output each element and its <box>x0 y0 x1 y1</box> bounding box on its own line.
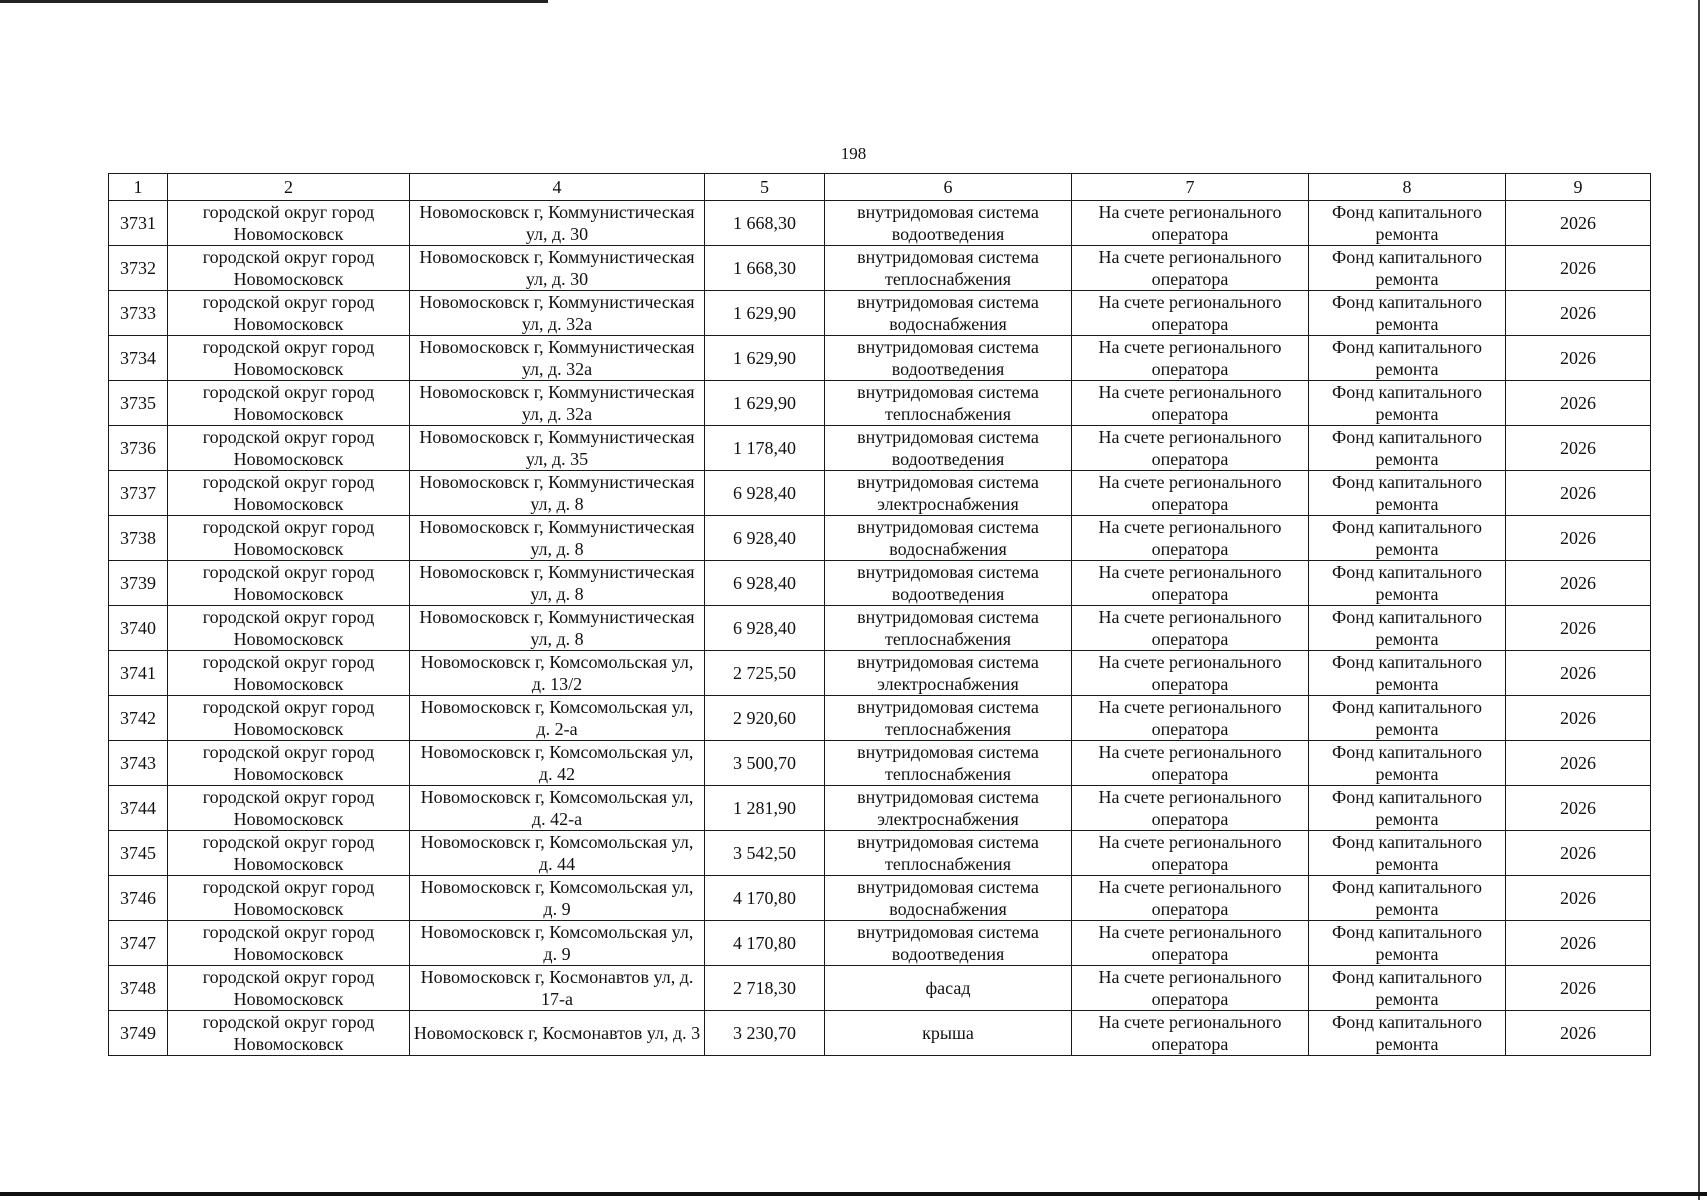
account-cell: На счете регионального оператора <box>1072 741 1309 786</box>
account-cell: На счете регионального оператора <box>1072 606 1309 651</box>
area-cell: 3 230,70 <box>705 1011 825 1056</box>
system-cell: внутридомовая система теплоснабжения <box>825 606 1072 651</box>
area-cell: 1 668,30 <box>705 201 825 246</box>
account-cell: На счете регионального оператора <box>1072 291 1309 336</box>
row-number: 3740 <box>109 606 168 651</box>
year-cell: 2026 <box>1506 1011 1651 1056</box>
table-row <box>109 471 1651 516</box>
column-header: 5 <box>705 174 825 201</box>
year-cell: 2026 <box>1506 651 1651 696</box>
row-number: 3741 <box>109 651 168 696</box>
area-cell: 4 170,80 <box>705 921 825 966</box>
column-header: 6 <box>825 174 1072 201</box>
area-cell: 6 928,40 <box>705 516 825 561</box>
funding-source-cell: Фонд капитального ремонта <box>1309 336 1506 381</box>
table-row <box>109 561 1651 606</box>
table-row <box>109 426 1651 471</box>
year-cell: 2026 <box>1506 696 1651 741</box>
funding-source-cell: Фонд капитального ремонта <box>1309 651 1506 696</box>
area-cell: 2 725,50 <box>705 651 825 696</box>
municipality-cell: городской округ город Новомосковск <box>168 651 410 696</box>
municipality-cell: городской округ город Новомосковск <box>168 876 410 921</box>
account-cell: На счете регионального оператора <box>1072 471 1309 516</box>
funding-source-cell: Фонд капитального ремонта <box>1309 606 1506 651</box>
address-cell: Новомосковск г, Комсомольская ул, д. 2-а <box>410 696 705 741</box>
address-cell: Новомосковск г, Комсомольская ул, д. 13/2 <box>410 651 705 696</box>
account-cell: На счете регионального оператора <box>1072 381 1309 426</box>
row-number: 3736 <box>109 426 168 471</box>
area-cell: 3 542,50 <box>705 831 825 876</box>
table-row <box>109 786 1651 831</box>
system-cell: внутридомовая система теплоснабжения <box>825 381 1072 426</box>
area-cell: 3 500,70 <box>705 741 825 786</box>
municipality-cell: городской округ город Новомосковск <box>168 966 410 1011</box>
system-cell: внутридомовая система водоснабжения <box>825 516 1072 561</box>
funding-source-cell: Фонд капитального ремонта <box>1309 966 1506 1011</box>
row-number: 3734 <box>109 336 168 381</box>
system-cell: внутридомовая система водоотведения <box>825 921 1072 966</box>
account-cell: На счете регионального оператора <box>1072 1011 1309 1056</box>
address-cell: Новомосковск г, Коммунистическая ул, д. 30 <box>410 201 705 246</box>
municipality-cell: городской округ город Новомосковск <box>168 471 410 516</box>
row-number: 3732 <box>109 246 168 291</box>
column-header: 4 <box>410 174 705 201</box>
municipality-cell: городской округ город Новомосковск <box>168 201 410 246</box>
address-cell: Новомосковск г, Коммунистическая ул, д. 8 <box>410 561 705 606</box>
address-cell: Новомосковск г, Коммунистическая ул, д. 32а <box>410 336 705 381</box>
table-row <box>109 651 1651 696</box>
table-row <box>109 381 1651 426</box>
area-cell: 1 668,30 <box>705 246 825 291</box>
funding-source-cell: Фонд капитального ремонта <box>1309 381 1506 426</box>
funding-source-cell: Фонд капитального ремонта <box>1309 516 1506 561</box>
column-header: 9 <box>1506 174 1651 201</box>
account-cell: На счете регионального оператора <box>1072 876 1309 921</box>
column-header: 1 <box>109 174 168 201</box>
funding-source-cell: Фонд капитального ремонта <box>1309 876 1506 921</box>
row-number: 3737 <box>109 471 168 516</box>
table-row <box>109 516 1651 561</box>
funding-source-cell: Фонд капитального ремонта <box>1309 246 1506 291</box>
year-cell: 2026 <box>1506 381 1651 426</box>
row-number: 3747 <box>109 921 168 966</box>
account-cell: На счете регионального оператора <box>1072 336 1309 381</box>
account-cell: На счете регионального оператора <box>1072 201 1309 246</box>
address-cell: Новомосковск г, Коммунистическая ул, д. 30 <box>410 246 705 291</box>
system-cell: внутридомовая система водоснабжения <box>825 291 1072 336</box>
area-cell: 6 928,40 <box>705 561 825 606</box>
row-number: 3743 <box>109 741 168 786</box>
area-cell: 1 629,90 <box>705 336 825 381</box>
year-cell: 2026 <box>1506 606 1651 651</box>
area-cell: 2 718,30 <box>705 966 825 1011</box>
account-cell: На счете регионального оператора <box>1072 921 1309 966</box>
table-row <box>109 201 1651 246</box>
year-cell: 2026 <box>1506 336 1651 381</box>
account-cell: На счете регионального оператора <box>1072 516 1309 561</box>
account-cell: На счете регионального оператора <box>1072 786 1309 831</box>
row-number: 3731 <box>109 201 168 246</box>
address-cell: Новомосковск г, Комсомольская ул, д. 9 <box>410 876 705 921</box>
funding-source-cell: Фонд капитального ремонта <box>1309 741 1506 786</box>
column-header: 7 <box>1072 174 1309 201</box>
year-cell: 2026 <box>1506 471 1651 516</box>
account-cell: На счете регионального оператора <box>1072 696 1309 741</box>
system-cell: внутридомовая система водоотведения <box>825 201 1072 246</box>
row-number: 3738 <box>109 516 168 561</box>
address-cell: Новомосковск г, Комсомольская ул, д. 44 <box>410 831 705 876</box>
scan-right-edge <box>1698 0 1700 1200</box>
municipality-cell: городской округ город Новомосковск <box>168 786 410 831</box>
address-cell: Новомосковск г, Коммунистическая ул, д. 8 <box>410 516 705 561</box>
row-number: 3733 <box>109 291 168 336</box>
area-cell: 1 178,40 <box>705 426 825 471</box>
account-cell: На счете регионального оператора <box>1072 966 1309 1011</box>
address-cell: Новомосковск г, Комсомольская ул, д. 9 <box>410 921 705 966</box>
year-cell: 2026 <box>1506 246 1651 291</box>
year-cell: 2026 <box>1506 831 1651 876</box>
row-number: 3746 <box>109 876 168 921</box>
account-cell: На счете регионального оператора <box>1072 246 1309 291</box>
area-cell: 1 281,90 <box>705 786 825 831</box>
funding-source-cell: Фонд капитального ремонта <box>1309 201 1506 246</box>
year-cell: 2026 <box>1506 201 1651 246</box>
row-number: 3749 <box>109 1011 168 1056</box>
system-cell: внутридомовая система водоотведения <box>825 426 1072 471</box>
area-cell: 1 629,90 <box>705 381 825 426</box>
area-cell: 1 629,90 <box>705 291 825 336</box>
municipality-cell: городской округ город Новомосковск <box>168 516 410 561</box>
funding-source-cell: Фонд капитального ремонта <box>1309 696 1506 741</box>
funding-source-cell: Фонд капитального ремонта <box>1309 831 1506 876</box>
year-cell: 2026 <box>1506 291 1651 336</box>
funding-source-cell: Фонд капитального ремонта <box>1309 426 1506 471</box>
year-cell: 2026 <box>1506 741 1651 786</box>
scan-top-line <box>0 0 548 3</box>
year-cell: 2026 <box>1506 966 1651 1011</box>
funding-source-cell: Фонд капитального ремонта <box>1309 291 1506 336</box>
area-cell: 2 920,60 <box>705 696 825 741</box>
system-cell: внутридомовая система теплоснабжения <box>825 696 1072 741</box>
municipality-cell: городской округ город Новомосковск <box>168 246 410 291</box>
system-cell: внутридомовая система теплоснабжения <box>825 741 1072 786</box>
year-cell: 2026 <box>1506 921 1651 966</box>
area-cell: 4 170,80 <box>705 876 825 921</box>
row-number: 3742 <box>109 696 168 741</box>
municipality-cell: городской округ город Новомосковск <box>168 381 410 426</box>
address-cell: Новомосковск г, Комсомольская ул, д. 42 <box>410 741 705 786</box>
row-number: 3739 <box>109 561 168 606</box>
municipality-cell: городской округ город Новомосковск <box>168 606 410 651</box>
system-cell: внутридомовая система водоотведения <box>825 561 1072 606</box>
page-number: 198 <box>840 144 867 163</box>
row-number: 3748 <box>109 966 168 1011</box>
municipality-cell: городской округ город Новомосковск <box>168 426 410 471</box>
table-row <box>109 1011 1651 1056</box>
municipality-cell: городской округ город Новомосковск <box>168 291 410 336</box>
municipality-cell: городской округ город Новомосковск <box>168 696 410 741</box>
account-cell: На счете регионального оператора <box>1072 426 1309 471</box>
table-row <box>109 831 1651 876</box>
municipality-cell: городской округ город Новомосковск <box>168 831 410 876</box>
column-header: 2 <box>168 174 410 201</box>
address-cell: Новомосковск г, Комсомольская ул, д. 42-а <box>410 786 705 831</box>
area-cell: 6 928,40 <box>705 606 825 651</box>
table-row <box>109 741 1651 786</box>
address-cell: Новомосковск г, Космонавтов ул, д. 17-а <box>410 966 705 1011</box>
address-cell: Новомосковск г, Космонавтов ул, д. 3 <box>410 1011 705 1056</box>
table-row <box>109 921 1651 966</box>
system-cell: внутридомовая система электроснабжения <box>825 786 1072 831</box>
year-cell: 2026 <box>1506 561 1651 606</box>
system-cell: внутридомовая система теплоснабжения <box>825 831 1072 876</box>
register-table <box>108 173 1651 1056</box>
address-cell: Новомосковск г, Коммунистическая ул, д. 35 <box>410 426 705 471</box>
system-cell: внутридомовая система электроснабжения <box>825 651 1072 696</box>
address-cell: Новомосковск г, Коммунистическая ул, д. 8 <box>410 471 705 516</box>
system-cell: крыша <box>825 1011 1072 1056</box>
municipality-cell: городской округ город Новомосковск <box>168 741 410 786</box>
funding-source-cell: Фонд капитального ремонта <box>1309 786 1506 831</box>
row-number: 3735 <box>109 381 168 426</box>
row-number: 3745 <box>109 831 168 876</box>
year-cell: 2026 <box>1506 876 1651 921</box>
municipality-cell: городской округ город Новомосковск <box>168 1011 410 1056</box>
funding-source-cell: Фонд капитального ремонта <box>1309 471 1506 516</box>
area-cell: 6 928,40 <box>705 471 825 516</box>
funding-source-cell: Фонд капитального ремонта <box>1309 561 1506 606</box>
municipality-cell: городской округ город Новомосковск <box>168 336 410 381</box>
system-cell: внутридомовая система водоснабжения <box>825 876 1072 921</box>
table-row <box>109 696 1651 741</box>
table-row <box>109 966 1651 1011</box>
account-cell: На счете регионального оператора <box>1072 561 1309 606</box>
system-cell: внутридомовая система водоотведения <box>825 336 1072 381</box>
funding-source-cell: Фонд капитального ремонта <box>1309 921 1506 966</box>
municipality-cell: городской округ город Новомосковск <box>168 561 410 606</box>
funding-source-cell: Фонд капитального ремонта <box>1309 1011 1506 1056</box>
system-cell: внутридомовая система электроснабжения <box>825 471 1072 516</box>
municipality-cell: городской округ город Новомосковск <box>168 921 410 966</box>
year-cell: 2026 <box>1506 426 1651 471</box>
scan-bottom-line <box>0 1192 1707 1196</box>
account-cell: На счете регионального оператора <box>1072 651 1309 696</box>
table-row <box>109 246 1651 291</box>
address-cell: Новомосковск г, Коммунистическая ул, д. 32а <box>410 381 705 426</box>
system-cell: внутридомовая система теплоснабжения <box>825 246 1072 291</box>
header-row <box>109 174 1651 201</box>
table-row <box>109 291 1651 336</box>
table-row <box>109 336 1651 381</box>
year-cell: 2026 <box>1506 786 1651 831</box>
row-number: 3744 <box>109 786 168 831</box>
system-cell: фасад <box>825 966 1072 1011</box>
column-header: 8 <box>1309 174 1506 201</box>
address-cell: Новомосковск г, Коммунистическая ул, д. 32а <box>410 291 705 336</box>
table-row <box>109 606 1651 651</box>
table-row <box>109 876 1651 921</box>
address-cell: Новомосковск г, Коммунистическая ул, д. 8 <box>410 606 705 651</box>
account-cell: На счете регионального оператора <box>1072 831 1309 876</box>
year-cell: 2026 <box>1506 516 1651 561</box>
